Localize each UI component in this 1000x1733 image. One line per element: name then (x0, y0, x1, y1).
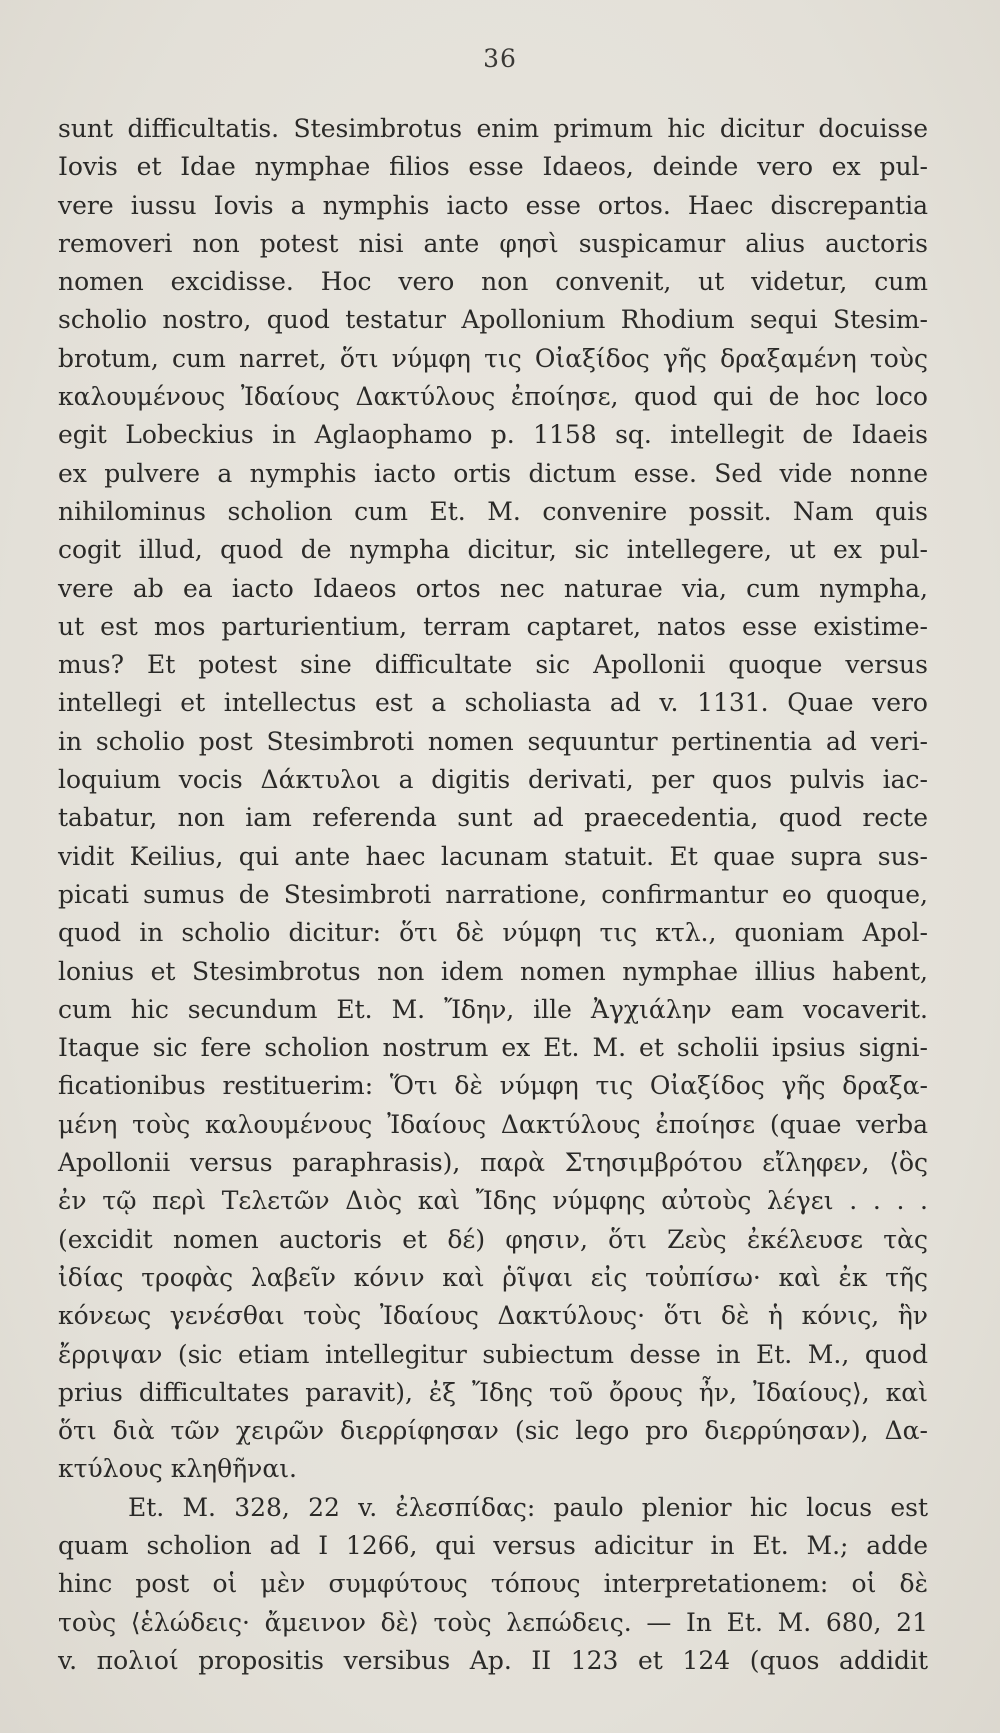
text-line: loquium vocis Δάκτυλοι a digitis derivati, per quos pulvis iac- (58, 765, 928, 795)
text-line: ὅτι διὰ τῶν χειρῶν διερρίφησαν (sic lego pro διερρύησαν), Δα- (58, 1416, 928, 1446)
text-line: ἔρριψαν (sic etiam intellegitur subiectum desse in Et. M., quod (58, 1339, 928, 1369)
text-line: picati sumus de Stesimbroti narratione, confirmantur eo quoque, (58, 879, 928, 909)
text-line: vere iussu Iovis a nymphis iacto esse ortos. Haec discrepantia (58, 190, 928, 220)
text-line: nihilominus scholion cum Et. M. convenire possit. Nam quis (58, 496, 928, 526)
text-line: (excidit nomen auctoris et δέ) φησιν, ὅτι Ζεὺς ἐκέλευσε τὰς (58, 1224, 928, 1254)
text-line: vere ab ea iacto Idaeos ortos nec naturae via, cum nympha, (58, 573, 928, 603)
text-line: hinc post οἱ μὲν συμφύτους τόπους interpretationem: οἱ δὲ (58, 1569, 928, 1599)
text-line: mus? Et potest sine difficultate sic Apollonii quoque versus (58, 650, 928, 680)
text-line: sunt difficultatis. Stesimbrotus enim primum hic dicitur docuisse (58, 114, 928, 143)
body-text (58, 110, 928, 1680)
text-line: nomen excidisse. Hoc vero non convenit, ut videtur, cum (58, 267, 928, 297)
text-line: egit Lobeckius in Aglaophamo p. 1158 sq. intellegit de Idaeis (58, 420, 928, 450)
text-line: cum hic secundum Et. M. Ἴδην, ille Ἀγχιάλην eam vocaverit. (58, 994, 928, 1024)
text-line: ἰδίας τροφὰς λαβεῖν κόνιν καὶ ῥῖψαι εἰς τοὐπίσω· καὶ ἐκ τῆς (58, 1262, 928, 1292)
text-line: brotum, cum narret, ὅτι νύμφη τις Οἰαξίδος γῆς δραξαμένη τοὺς (58, 343, 928, 373)
text-line: lonius et Stesimbrotus non idem nomen nymphae illius habent, (58, 956, 928, 986)
page-number: 36 (483, 44, 517, 73)
text-line: ex pulvere a nymphis iacto ortis dictum esse. Sed vide nonne (58, 458, 928, 488)
text-line: quam scholion ad I 1266, qui versus adicitur in Et. M.; adde (58, 1530, 928, 1560)
text-line: Iovis et Idae nymphae filios esse Idaeos, deinde vero ex pul- (58, 152, 928, 182)
text-line: scholio nostro, quod testatur Apollonium Rhodium sequi Stesim- (58, 305, 928, 335)
text-line: cogit illud, quod de nympha dicitur, sic intellegere, ut ex pul- (58, 535, 928, 565)
text-line: vidit Keilius, qui ante haec lacunam statuit. Et quae supra sus- (58, 841, 928, 871)
text-line: removeri non potest nisi ante φησὶ suspicamur alius auctoris (58, 228, 928, 258)
text-line: tabatur, non iam referenda sunt ad praecedentia, quod recte (58, 803, 928, 833)
text-line: ficationibus restituerim: Ὅτι δὲ νύμφη τις Οἰαξίδος γῆς δραξα- (58, 1071, 928, 1101)
text-line: Itaque sic fere scholion nostrum ex Et. M. et scholii ipsius signi- (58, 1033, 928, 1063)
text-line: in scholio post Stesimbroti nomen sequuntur pertinentia ad veri- (58, 726, 928, 756)
text-line: μένη τοὺς καλουμένους Ἰδαίους Δακτύλους ἐποίησε (quae verba (58, 1109, 928, 1139)
text-line: Et. M. 328, 22 v. ἐλεσπίδας: paulo plenior hic locus est (128, 1492, 928, 1522)
text-line: Apollonii versus paraphrasis), παρὰ Στησιμβρότου εἴληφεν, ⟨ὃς (58, 1148, 928, 1178)
text-line: quod in scholio dicitur: ὅτι δὲ νύμφη τις κτλ., quoniam Apol- (58, 918, 928, 948)
text-line: ut est mos parturientium, terram captaret, natos esse existime- (58, 611, 928, 641)
text-line: v. πολιοί propositis versibus Ap. II 123 et 124 (quos addidit (58, 1645, 928, 1675)
text-line: intellegi et intellectus est a scholiasta ad v. 1131. Quae vero (58, 688, 928, 718)
text-line: καλουμένους Ἰδαίους Δακτύλους ἐποίησε, quod qui de hoc loco (58, 382, 928, 412)
text-line: ἐν τῷ περὶ Τελετῶν Διὸς καὶ Ἴδης νύμφης αὐτοὺς λέγει . . . . (58, 1186, 928, 1216)
text-line: τοὺς ⟨ἑλώδεις· ἄμεινον δὲ⟩ τοὺς λεπώδεις. — In Et. M. 680, 21 (58, 1607, 928, 1637)
text-line: κτύλους κληθῆναι. (58, 1454, 298, 1484)
text-line: prius difficultates paravit), ἐξ Ἴδης τοῦ ὄρους ἦν, Ἰδαίους⟩, καὶ (58, 1377, 928, 1407)
text-line: κόνεως γενέσθαι τοὺς Ἰδαίους Δακτύλους· ὅτι δὲ ἡ κόνις, ἣν (58, 1301, 928, 1331)
